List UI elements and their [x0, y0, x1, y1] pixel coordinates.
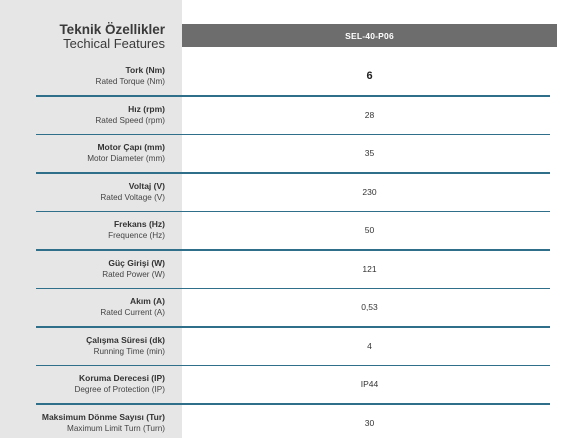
spec-row-voltage [0, 173, 585, 212]
spec-row-motor-diameter [0, 134, 585, 173]
spec-label [0, 57, 165, 96]
spec-value: 4 [367, 340, 372, 351]
header-titles [0, 22, 165, 51]
header-title-turkish: Teknik Özellikler [59, 22, 165, 37]
spec-label-turkish: Koruma Derecesi (IP) [79, 373, 165, 384]
spec-value: 50 [364, 225, 375, 236]
spec-label-english: Maximum Limit Turn (Turn) [67, 423, 165, 433]
spec-label-english: Rated Power (W) [102, 269, 165, 279]
spec-label [0, 211, 165, 250]
spec-label [0, 250, 165, 289]
spec-label-turkish: Tork (Nm) [125, 65, 165, 76]
spec-label-english: Rated Current (A) [100, 308, 165, 318]
spec-label-english: Rated Torque (Nm) [95, 77, 165, 87]
header-title-english: Techical Features [63, 36, 165, 51]
spec-value: 30 [364, 417, 375, 428]
spec-row-torque [0, 57, 585, 96]
spec-value: 0,53 [361, 302, 378, 313]
spec-label [0, 134, 165, 173]
spec-label [0, 173, 165, 212]
spec-label-english: Running Time (min) [93, 346, 165, 356]
spec-value: 35 [364, 148, 375, 159]
spec-value: IP44 [360, 379, 379, 390]
model-name-bar: SEL-40-P06 [182, 24, 557, 47]
spec-row-current [0, 288, 585, 327]
spec-label-turkish: Güç Girişi (W) [108, 257, 165, 268]
spec-row-running-time [0, 327, 585, 366]
spec-label [0, 327, 165, 366]
spec-row-protection [0, 365, 585, 404]
spec-label-turkish: Motor Çapı (mm) [97, 142, 165, 153]
spec-label-english: Degree of Protection (IP) [74, 385, 165, 395]
spec-label-english: Frequence (Hz) [108, 231, 165, 241]
spec-label [0, 96, 165, 135]
spec-row-frequency [0, 211, 585, 250]
spec-label-turkish: Akım (A) [130, 296, 165, 307]
spec-label-turkish: Frekans (Hz) [113, 219, 165, 230]
spec-label-english: Rated Voltage (V) [100, 192, 165, 202]
spec-value: 6 [366, 70, 373, 83]
spec-label-turkish: Çalışma Süresi (dk) [86, 334, 165, 345]
spec-label-english: Motor Diameter (mm) [87, 154, 165, 164]
spec-value: 230 [362, 186, 377, 197]
spec-row-max-turn [0, 404, 585, 438]
spec-label [0, 404, 165, 438]
spec-label-english: Rated Speed (rpm) [95, 115, 165, 125]
spec-value: 121 [362, 263, 377, 274]
spec-label [0, 288, 165, 327]
spec-label-turkish: Voltaj (V) [128, 180, 165, 191]
spec-label [0, 365, 165, 404]
spec-value: 28 [364, 109, 375, 120]
spec-label-turkish: Hız (rpm) [128, 103, 165, 114]
spec-row-power [0, 250, 585, 289]
spec-table-rows [0, 57, 585, 438]
spec-label-turkish: Maksimum Dönme Sayısı (Tur) [41, 411, 165, 422]
spec-row-speed [0, 96, 585, 135]
spec-table-header [0, 0, 585, 50]
